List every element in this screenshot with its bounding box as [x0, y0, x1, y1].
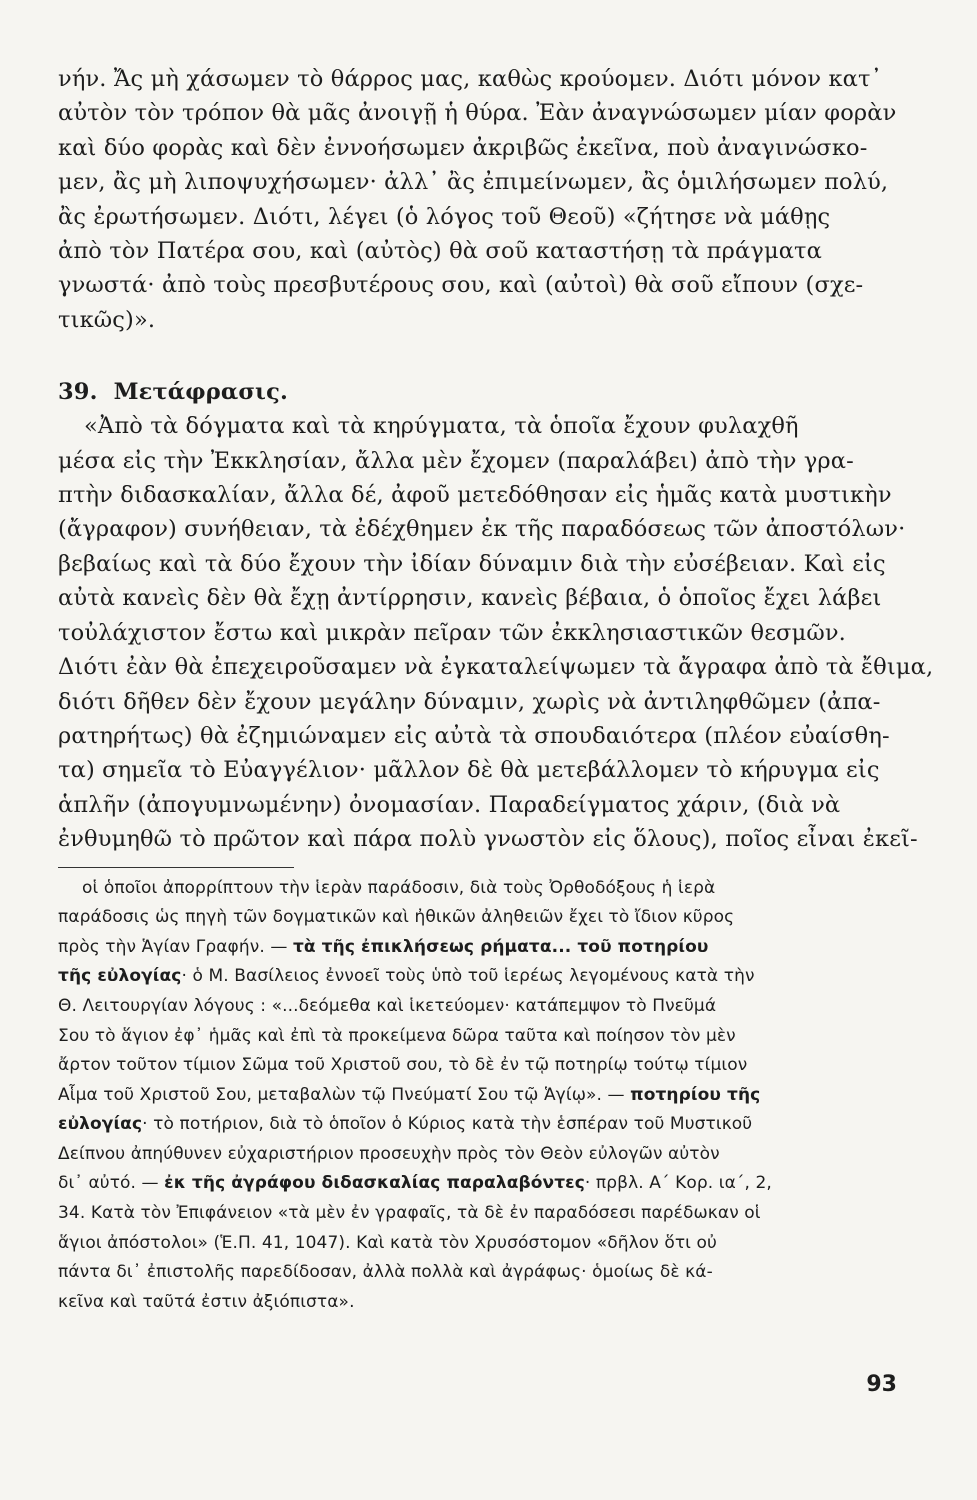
footnote-text: δι᾽ αὐτό. — [58, 1173, 165, 1194]
footnote-line: Θ. Λειτουργίαν λόγους : «...δεόμεθα καὶ ἱκετεύομεν· κατάπεμψον τὸ Πνεῦμά [58, 995, 717, 1016]
section-number: 39. [58, 379, 98, 406]
footnotes [58, 874, 908, 1318]
footnote-line: Σου τὸ ἅγιον ἐφ᾽ ἡμᾶς καὶ ἐπὶ τὰ προκείμενα δῶρα ταῦτα καὶ ποίησον τὸν μὲν [58, 1025, 736, 1046]
text-line: μεν, ἂς μὴ λιποψυχήσωμεν· ἀλλ᾽ ἂς ἐπιμείνωμεν, ἂς ὁμιλήσωμεν πολύ, [58, 169, 889, 196]
footnote-line: οἱ ὁποῖοι ἀπορρίπτουν τὴν ἱερὰν παράδοσιν, διὰ τοὺς Ὀρθοδόξους ἡ ἱερὰ [82, 877, 716, 898]
footnote-line [58, 1110, 908, 1140]
footnote-line: κεῖνα καὶ ταῦτά ἐστιν ἀξιόπιστα». [58, 1291, 355, 1312]
text-line: διότι δῆθεν δὲν ἔχουν μεγάλην δύναμιν, χωρὶς νὰ ἀντιληφθῶμεν (ἀπα- [58, 688, 881, 715]
text-line: καὶ δύο φορὰς καὶ δὲν ἐννοήσωμεν ἀκριβῶς ἐκεῖνα, ποὺ ἀναγινώσκο- [58, 134, 868, 161]
text-line: ρατηρήτως) θὰ ἐζημιώναμεν εἰς αὐτὰ τὰ σπουδαιότερα (πλέον εὐαίσθη- [58, 722, 890, 749]
text-line: τοὐλάχιστον ἔστω καὶ μικρὰν πεῖραν τῶν ἐκκλησιαστικῶν θεσμῶν. [58, 619, 846, 646]
text-line: τικῶς)». [58, 306, 156, 333]
footnote-text: Αἷμα τοῦ Χριστοῦ Σου, μεταβαλὼν τῷ Πνεύματί Σου τῷ Ἁγίῳ». — [58, 1084, 631, 1105]
document-page [58, 62, 934, 1317]
paragraph-translation [58, 409, 934, 856]
text-line: αὐτὰ κανεὶς δὲν θὰ ἔχῃ ἀντίρρησιν, κανεὶς βέβαια, ὁ ὁποῖος ἔχει λάβει [58, 585, 882, 612]
text-line: αὐτὸν τὸν τρόπον θὰ μᾶς ἀνοιγῇ ἡ θύρα. Ἐὰν ἀναγνώσωμεν μίαν φορὰν [58, 100, 897, 127]
footnote-line [58, 933, 908, 963]
footnote-line [58, 1081, 908, 1111]
footnote-lemma: τῆς εὐλογίας [58, 966, 182, 987]
text-line: πτὴν διδασκαλίαν, ἄλλα δέ, ἀφοῦ μετεδόθησαν εἰς ἡμᾶς κατὰ μυστικὴν [58, 482, 892, 509]
footnote-divider [58, 867, 294, 868]
text-line: τα) σημεῖα τὸ Εὐαγγέλιον· μᾶλλον δὲ θὰ μετεβάλλομεν τὸ κήρυγμα εἰς [58, 757, 880, 784]
footnote-line [58, 962, 908, 992]
footnote-lemma: εὐλογίας [58, 1114, 143, 1135]
footnote-line: πάντα δι᾽ ἐπιστολῆς παρεδίδοσαν, ἀλλὰ πολλὰ καὶ ἀγράφως· ὁμοίως δὲ κά- [58, 1262, 713, 1283]
main-text [58, 62, 934, 857]
page-number: 93 [866, 1372, 897, 1397]
footnote-line: ἄρτον τοῦτον τίμιον Σῶμα τοῦ Χριστοῦ σου, τὸ δὲ ἐν τῷ ποτηρίῳ τούτῳ τίμιον [58, 1055, 748, 1076]
footnote-text: · ὁ Μ. Βασίλειος ἐννοεῖ τοὺς ὑπὸ τοῦ ἱερέως λεγομένους κατὰ τὴν [181, 966, 755, 987]
text-line: μέσα εἰς τὴν Ἐκκλησίαν, ἄλλα μὲν ἔχομεν (παραλάβει) ἀπὸ τὴν γρα- [58, 447, 854, 474]
text-line: (ἄγραφον) συνήθειαν, τὰ ἐδέχθημεν ἐκ τῆς παραδόσεως τῶν ἀποστόλων· [58, 516, 906, 543]
footnote-text: πρὸς τὴν Ἁγίαν Γραφήν. — [58, 936, 293, 957]
text-line: νήν. Ἄς μὴ χάσωμεν τὸ θάρρος μας, καθὼς κρούομεν. Διότι μόνον κατ᾽ [58, 66, 883, 92]
text-line: ἂς ἐρωτήσωμεν. Διότι, λέγει (ὁ λόγος τοῦ Θεοῦ) «ζήτησε νὰ μάθῃς [58, 203, 831, 230]
footnote-lemma: ποτηρίου τῆς [630, 1084, 761, 1105]
footnote-lemma: τὰ τῆς ἐπικλήσεως ρήματα... τοῦ ποτηρίου [292, 936, 709, 957]
footnote-text: · πρβλ. Α΄ Κορ. ια΄, 2, [584, 1173, 772, 1194]
footnote-lemma: ἐκ τῆς ἀγράφου διδασκαλίας παραλαβόντες [164, 1173, 585, 1194]
text-line: ἐνθυμηθῶ τὸ πρῶτον καὶ πάρα πολὺ γνωστὸν εἰς ὅλους), ποῖος εἶναι ἐκεῖ- [58, 826, 918, 853]
footnote-line [58, 1169, 908, 1199]
footnote-line: ἅγιοι ἀπόστολοι» (Ἑ.Π. 41, 1047). Καὶ κατὰ τὸν Χρυσόστομον «δῆλον ὅτι οὐ [58, 1232, 717, 1253]
text-line: ἀπὸ τὸν Πατέρα σου, καὶ (αὐτὸς) θὰ σοῦ καταστήσῃ τὰ πράγματα [58, 238, 823, 265]
paragraph-top [58, 62, 908, 337]
text-line: βεβαίως καὶ τὰ δύο ἔχουν τὴν ἰδίαν δύναμιν διὰ τὴν εὐσέβειαν. Καὶ εἰς [58, 550, 886, 577]
footnote-line: Δείπνου ἀπηύθυνεν εὐχαριστήριον προσευχὴν πρὸς τὸν Θεὸν εὐλογῶν αὐτὸν [58, 1143, 720, 1164]
section-heading [58, 375, 908, 409]
footnote-line: παράδοσις ὡς πηγὴ τῶν δογματικῶν καὶ ἠθικῶν ἀληθειῶν ἔχει τὸ ἴδιον κῦρος [58, 907, 735, 928]
section-title: Μετάφρασις. [113, 379, 288, 406]
text-line: ἁπλῆν (ἀπογυμνωμένην) ὀνομασίαν. Παραδείγματος χάριν, (διὰ νὰ [58, 791, 841, 818]
text-line: «Ἀπὸ τὰ δόγματα καὶ τὰ κηρύγματα, τὰ ὁποῖα ἔχουν φυλαχθῆ [84, 413, 799, 440]
text-line: Διότι ἐὰν θὰ ἐπεχειροῦσαμεν νὰ ἐγκαταλείψωμεν τὰ ἄγραφα ἀπὸ τὰ ἔθιμα, [58, 654, 934, 681]
text-line: γνωστά· ἀπὸ τοὺς πρεσβυτέρους σου, καὶ (αὐτοὶ) θὰ σοῦ εἴπουν (σχε- [58, 272, 864, 299]
footnote-line: 34. Κατὰ τὸν Ἐπιφάνειον «τὰ μὲν ἐν γραφαῖς, τὰ δὲ ἐν παραδόσεσι παρέδωκαν οἱ [58, 1203, 761, 1224]
footnote-text: · τὸ ποτήριον, διὰ τὸ ὁποῖον ὁ Κύριος κατὰ τὴν ἑσπέραν τοῦ Μυστικοῦ [142, 1114, 753, 1135]
